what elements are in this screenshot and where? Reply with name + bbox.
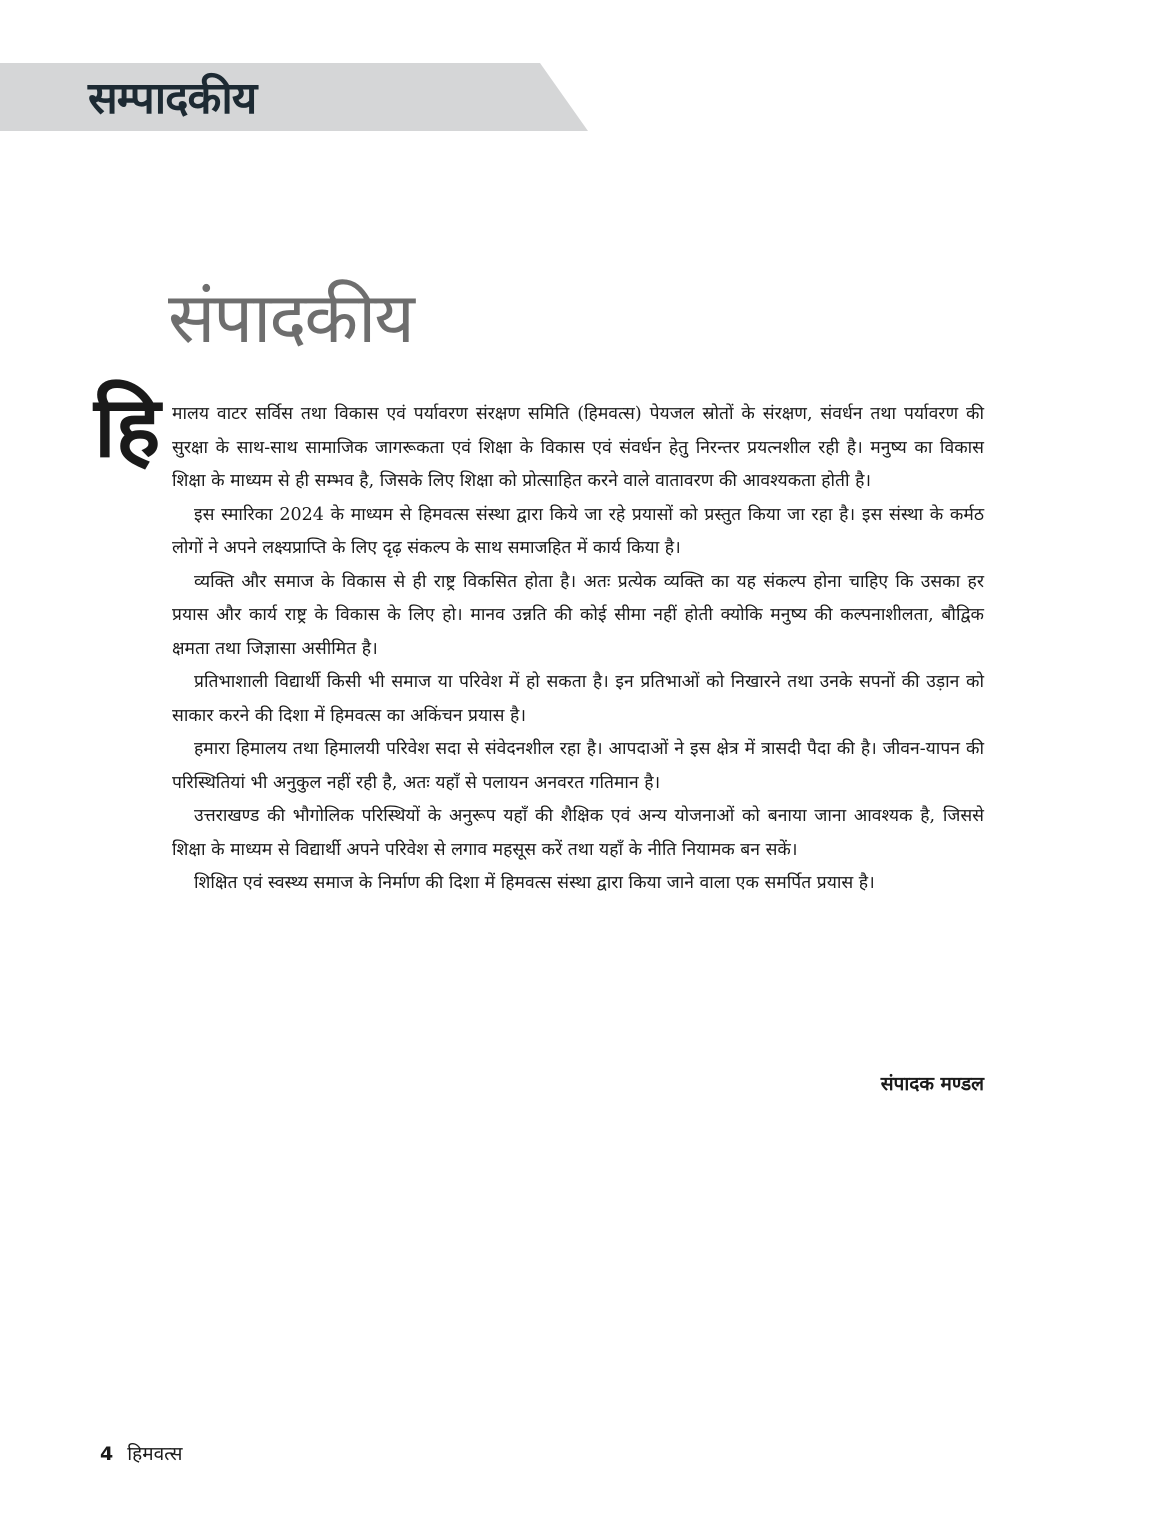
paragraph-2: इस स्मारिका 2024 के माध्यम से हिमवत्स संस्था द्वारा किये जा रहे प्रयासों को प्रस्तुत किया जा रहा है। इस संस्था के कर्मठ लोगों ने अपने लक्ष्यप्राप्ति के लिए दृढ़ संकल्प के साथ समाजहित में कार्य किया है।: [172, 504, 984, 558]
paragraph-6: उत्तराखण्ड की भौगोलिक परिस्थियों के अनुरूप यहाँ की शैक्षिक एवं अन्य योजनाओं को बनाया जाना आवश्यक है, जिससे शिक्षा के माध्यम से विद्यार्थी अपने परिवेश से लगाव महसूस करें तथा यहाँ के नीति नियामक बन सकें।: [172, 806, 984, 860]
signature: संपादक मण्डल: [880, 1073, 984, 1095]
page-title: संपादकीय: [168, 277, 413, 359]
paragraph-4: प्रतिभाशाली विद्यार्थी किसी भी समाज या परिवेश में हो सकता है। इन प्रतिभाओं को निखारने तथा उनके सपनों की उड़ान को साकार करने की दिशा में हिमवत्स का अकिंचन प्रयास है।: [172, 672, 984, 726]
section-header-title: सम्पादकीय: [88, 73, 257, 124]
article-body: [172, 398, 984, 901]
page-number: 4: [100, 1443, 114, 1465]
paragraph-7: शिक्षित एवं स्वस्थ्य समाज के निर्माण की दिशा में हिमवत्स संस्था द्वारा किया जाने वाला एक समर्पित प्रयास है।: [194, 873, 875, 893]
paragraph-3: व्यक्ति और समाज के विकास से ही राष्ट्र विकसित होता है। अतः प्रत्येक व्यक्ति का यह संकल्प होना चाहिए कि उसका हर प्रयास और कार्य राष्ट्र के विकास के लिए हो। मानव उन्नति की कोई सीमा नहीं होती क्योकि मनुष्य की कल्पनाशीलता, बौद्विक क्षमता तथा जिज्ञासा असीमित है।: [172, 571, 984, 659]
drop-cap: हि: [94, 378, 161, 476]
paragraph-1: मालय वाटर सर्विस तथा विकास एवं पर्यावरण संरक्षण समिति (हिमवत्स) पेयजल स्रोतों के संरक्षण, संवर्धन तथा पर्यावरण की सुरक्षा के साथ-साथ सामाजिक जागरूकता एवं शिक्षा के विकास एवं संवर्धन हेतु निरन्तर प्रयत्नशील रही है। मनुष्य का विकास शिक्षा के माध्यम से ही सम्भव है, जिसके लिए शिक्षा को प्रोत्साहित करने वाले वातावरण की आवश्यकता होती है।: [172, 404, 984, 491]
paragraph-5: हमारा हिमालय तथा हिमालयी परिवेश सदा से संवेदनशील रहा है। आपदाओं ने इस क्षेत्र में त्रासदी पैदा की है। जीवन-यापन की परिस्थितियां भी अनुकुल नहीं रही है, अतः यहाँ से पलायन अनवरत गतिमान है।: [172, 739, 984, 793]
page-footer: [100, 1438, 182, 1470]
publication-name: हिमवत्स: [127, 1443, 183, 1465]
